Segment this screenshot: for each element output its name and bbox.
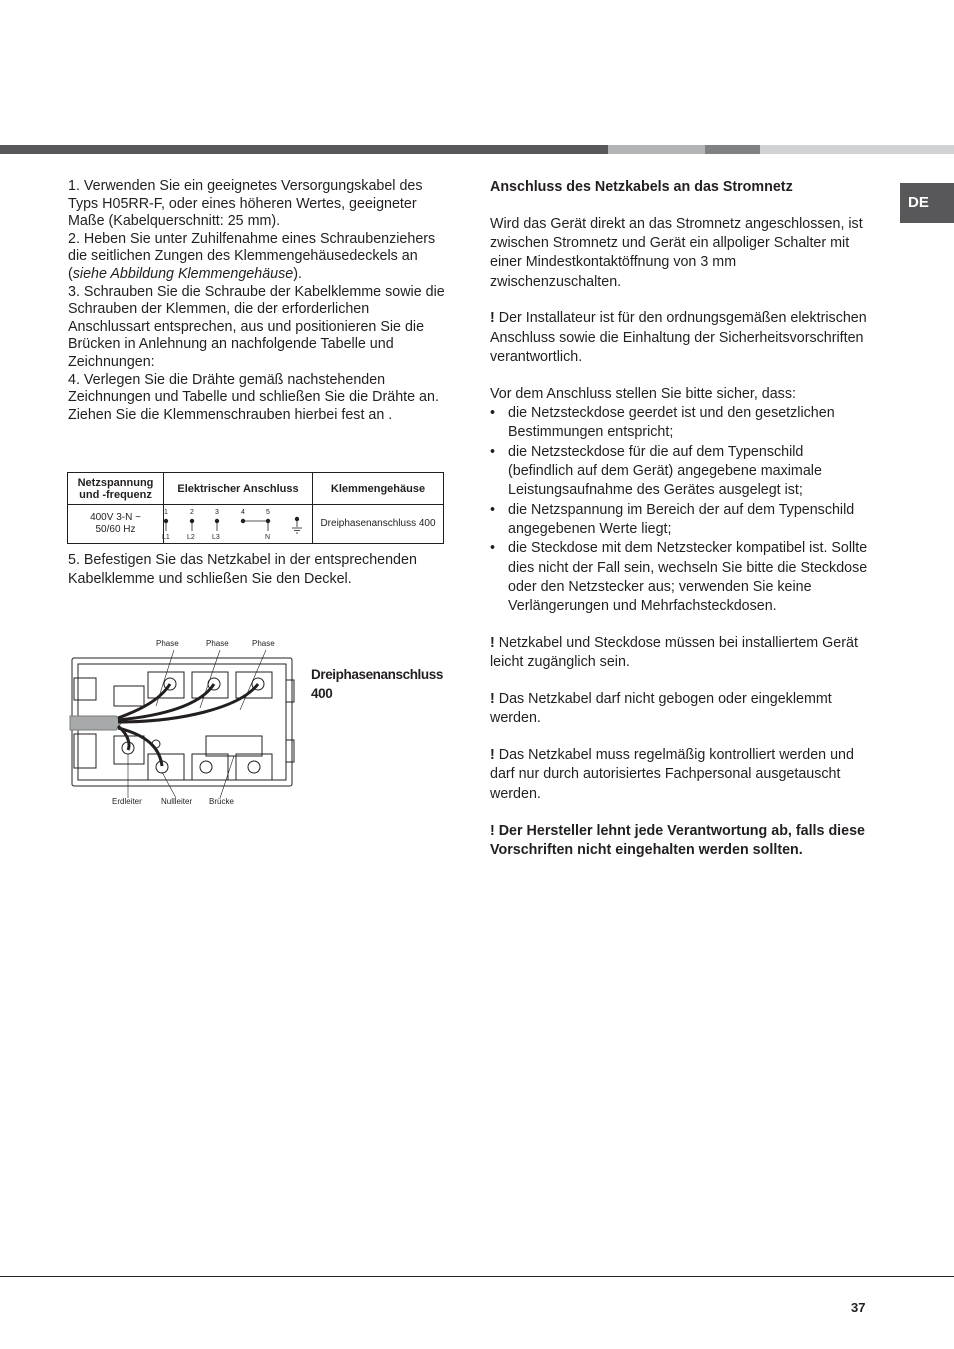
- figure-caption-line2: 400: [311, 686, 333, 701]
- spacer: [490, 292, 870, 310]
- cell-voltage: [68, 505, 164, 544]
- list-item: • die Netzspannung im Bereich der auf dem Typenschild angegebenen Werte liegt;: [490, 501, 870, 540]
- bend-note-text: Das Netzkabel darf nicht gebogen oder eingeklemmt werden.: [490, 691, 832, 727]
- cable-clamp: [114, 686, 144, 706]
- header-bar-light: [608, 145, 705, 154]
- installer-note: [490, 309, 870, 367]
- cable-sheath: [70, 716, 122, 730]
- leader-neutral: [162, 772, 176, 798]
- right-column: [490, 178, 870, 860]
- label-nullleiter: Nullleiter: [161, 797, 193, 806]
- terminal-label-n: N: [265, 534, 271, 541]
- header-connection: Elektrischer Anschluss: [164, 473, 313, 505]
- right-tab-top: [286, 680, 294, 702]
- cell-voltage-line2: 50/60 Hz: [95, 524, 136, 535]
- phase-label-1: Phase: [156, 639, 179, 648]
- terminal-box-drawing: [70, 650, 300, 800]
- access-note: [490, 634, 870, 673]
- left-clamp-top: [74, 678, 96, 700]
- spacer: [490, 197, 870, 215]
- list-item: • die Steckdose mit dem Netzstecker kompatibel ist. Sollte dies nicht der Fall sein, wechseln Sie bitte die Steckdose oder den Netzstecker aus; verwenden Sie keine Verlängerungen und Mehrfachsteckdosen.: [490, 539, 870, 616]
- label-erdleiter: Erdleiter: [112, 797, 142, 806]
- cell-wiring-diagram: [164, 505, 313, 544]
- header-voltage-line1: Netzspannung: [77, 476, 154, 489]
- warning-mark: !: [490, 747, 495, 764]
- liability-warning: ! Der Hersteller lehnt jede Verantwortung ab, falls diese Vorschriften nicht eingehalten werden sollten.: [490, 822, 866, 858]
- top-terminal-2: [192, 672, 228, 698]
- page-number: 37: [851, 1300, 866, 1315]
- step-5: 5. Befestigen Sie das Netzkabel in der entsprechenden Kabelklemme und schließen Sie den Deckel.: [68, 552, 417, 588]
- step-2-italic-ref: siehe Abbildung Klemmengehäuse: [72, 265, 294, 282]
- step-2-text-a: 2. Heben Sie unter Zuhilfenahme eines Schraubenziehers die seitlichen Zungen des Klemmengehäusedeckels an (: [68, 230, 436, 282]
- warning-mark: !: [490, 634, 495, 651]
- label-bruecke: Brücke: [209, 797, 234, 806]
- spacer: [490, 804, 870, 822]
- step-2-text-b: ).: [293, 265, 302, 282]
- spacer: [490, 729, 870, 747]
- terminal-label-l2: L2: [187, 534, 195, 541]
- header-color-bar: [0, 145, 954, 154]
- header-bar-dark: [0, 145, 608, 154]
- right-tab-bottom: [286, 740, 294, 762]
- table-header-row: [68, 473, 444, 505]
- screw-bottom-3: [248, 761, 260, 773]
- list-item: • die Netzsteckdose geerdet ist und den gesetzlichen Bestimmungen entspricht;: [490, 404, 870, 443]
- connection-table: [67, 472, 444, 544]
- step-1: 1. Verwenden Sie ein geeignetes Versorgungskabel des Typs H05RR-F, oder eines höheren Wertes, geeigneter Maße (Kabelquerschnitt: 25 mm).: [68, 178, 423, 230]
- step-3: 3. Schrauben Sie die Schraube der Kabelklemme sowie die Schrauben der Klemmen, die der erforderlichen Anschlussart entsprechen, aus und positionieren Sie die Brücken in Anlehnung an nachfolgende Tabelle und Zeichnungen:: [68, 283, 445, 370]
- table-row: [68, 505, 444, 544]
- header-voltage-line2: und -frequenz: [79, 488, 152, 501]
- footer-rule: [0, 1276, 954, 1277]
- header-voltage: [68, 473, 164, 505]
- leader-bridge: [220, 756, 234, 798]
- figure-caption-line1: Dreiphasenanschluss: [311, 667, 443, 682]
- header-terminal-box: Klemmengehäuse: [313, 473, 444, 505]
- list-item: • die Netzsteckdose für die auf dem Typenschild (befindlich auf dem Gerät) angegebene maximale Leistungsaufnahme des Gerätes ausgelegt ist;: [490, 443, 870, 501]
- earth-dot: [295, 517, 299, 521]
- warning-mark: !: [490, 310, 495, 327]
- terminal-num-3: 3: [215, 509, 219, 516]
- spacer: [490, 367, 870, 385]
- cell-voltage-line1: 400V 3-N ~: [90, 512, 141, 523]
- phase-label-3: Phase: [252, 639, 275, 648]
- terminal-label-l1: L1: [162, 534, 170, 541]
- terminal-num-4: 4: [241, 509, 245, 516]
- bend-note: [490, 690, 870, 729]
- intro-paragraph: Wird das Gerät direkt an das Stromnetz angeschlossen, ist zwischen Stromnetz und Gerät ein allpoliger Schalter mit einer Mindestkontaktöffnung von 3 mm zwischenzuschalten.: [490, 215, 863, 290]
- bridge-plate: [206, 736, 262, 756]
- left-clamp-bottom: [74, 734, 96, 768]
- installer-note-text: Der Installateur ist für den ordnungsgemäßen elektrischen Anschluss sowie die Einhaltung der Sicherheitsvorschriften verantwortlich.: [490, 310, 867, 366]
- top-terminal-1: [148, 672, 184, 698]
- header-bar-pale: [760, 145, 954, 154]
- bottom-terminal-1: [148, 754, 184, 780]
- terminal-num-2: 2: [190, 509, 194, 516]
- access-note-text: Netzkabel und Steckdose müssen bei installiertem Gerät leicht zugänglich sein.: [490, 634, 858, 671]
- bottom-terminal-2: [192, 754, 228, 780]
- header-bar-mid: [705, 145, 760, 154]
- terminal-wiring-diagram: [164, 505, 310, 543]
- terminal-label-l3: L3: [212, 534, 220, 541]
- warning-mark: !: [490, 691, 495, 708]
- spacer: [490, 673, 870, 691]
- terminal-num-5: 5: [266, 509, 270, 516]
- spacer: [490, 616, 870, 634]
- language-tab: DE: [900, 183, 954, 223]
- phase-label-2: Phase: [206, 639, 229, 648]
- terminal-num-1: 1: [164, 509, 168, 516]
- screw-bottom-2: [200, 761, 212, 773]
- section-heading: Anschluss des Netzkabels an das Stromnetz: [490, 179, 793, 195]
- step-2: [68, 231, 446, 284]
- left-column: [68, 178, 446, 424]
- cell-terminal-box: Dreiphasenanschluss 400: [313, 505, 444, 544]
- bottom-terminal-3: [236, 754, 272, 780]
- check-intro: Vor dem Anschluss stellen Sie bitte sicher, dass:: [490, 385, 796, 402]
- check-list: [490, 404, 870, 616]
- inspect-note-text: Das Netzkabel muss regelmäßig kontrolliert werden und darf nur durch autorisiertes Fachpersonal ausgetauscht werden.: [490, 747, 854, 802]
- inspect-note: [490, 746, 870, 804]
- top-terminal-3: [236, 672, 272, 698]
- terminal-box-figure: [70, 636, 300, 811]
- step-4: 4. Verlegen Sie die Drähte gemäß nachstehenden Zeichnungen und Tabelle und schließen Sie die Drähte an. Ziehen Sie die Klemmenschrauben hierbei fest an .: [68, 371, 439, 423]
- figure-caption: [311, 665, 443, 703]
